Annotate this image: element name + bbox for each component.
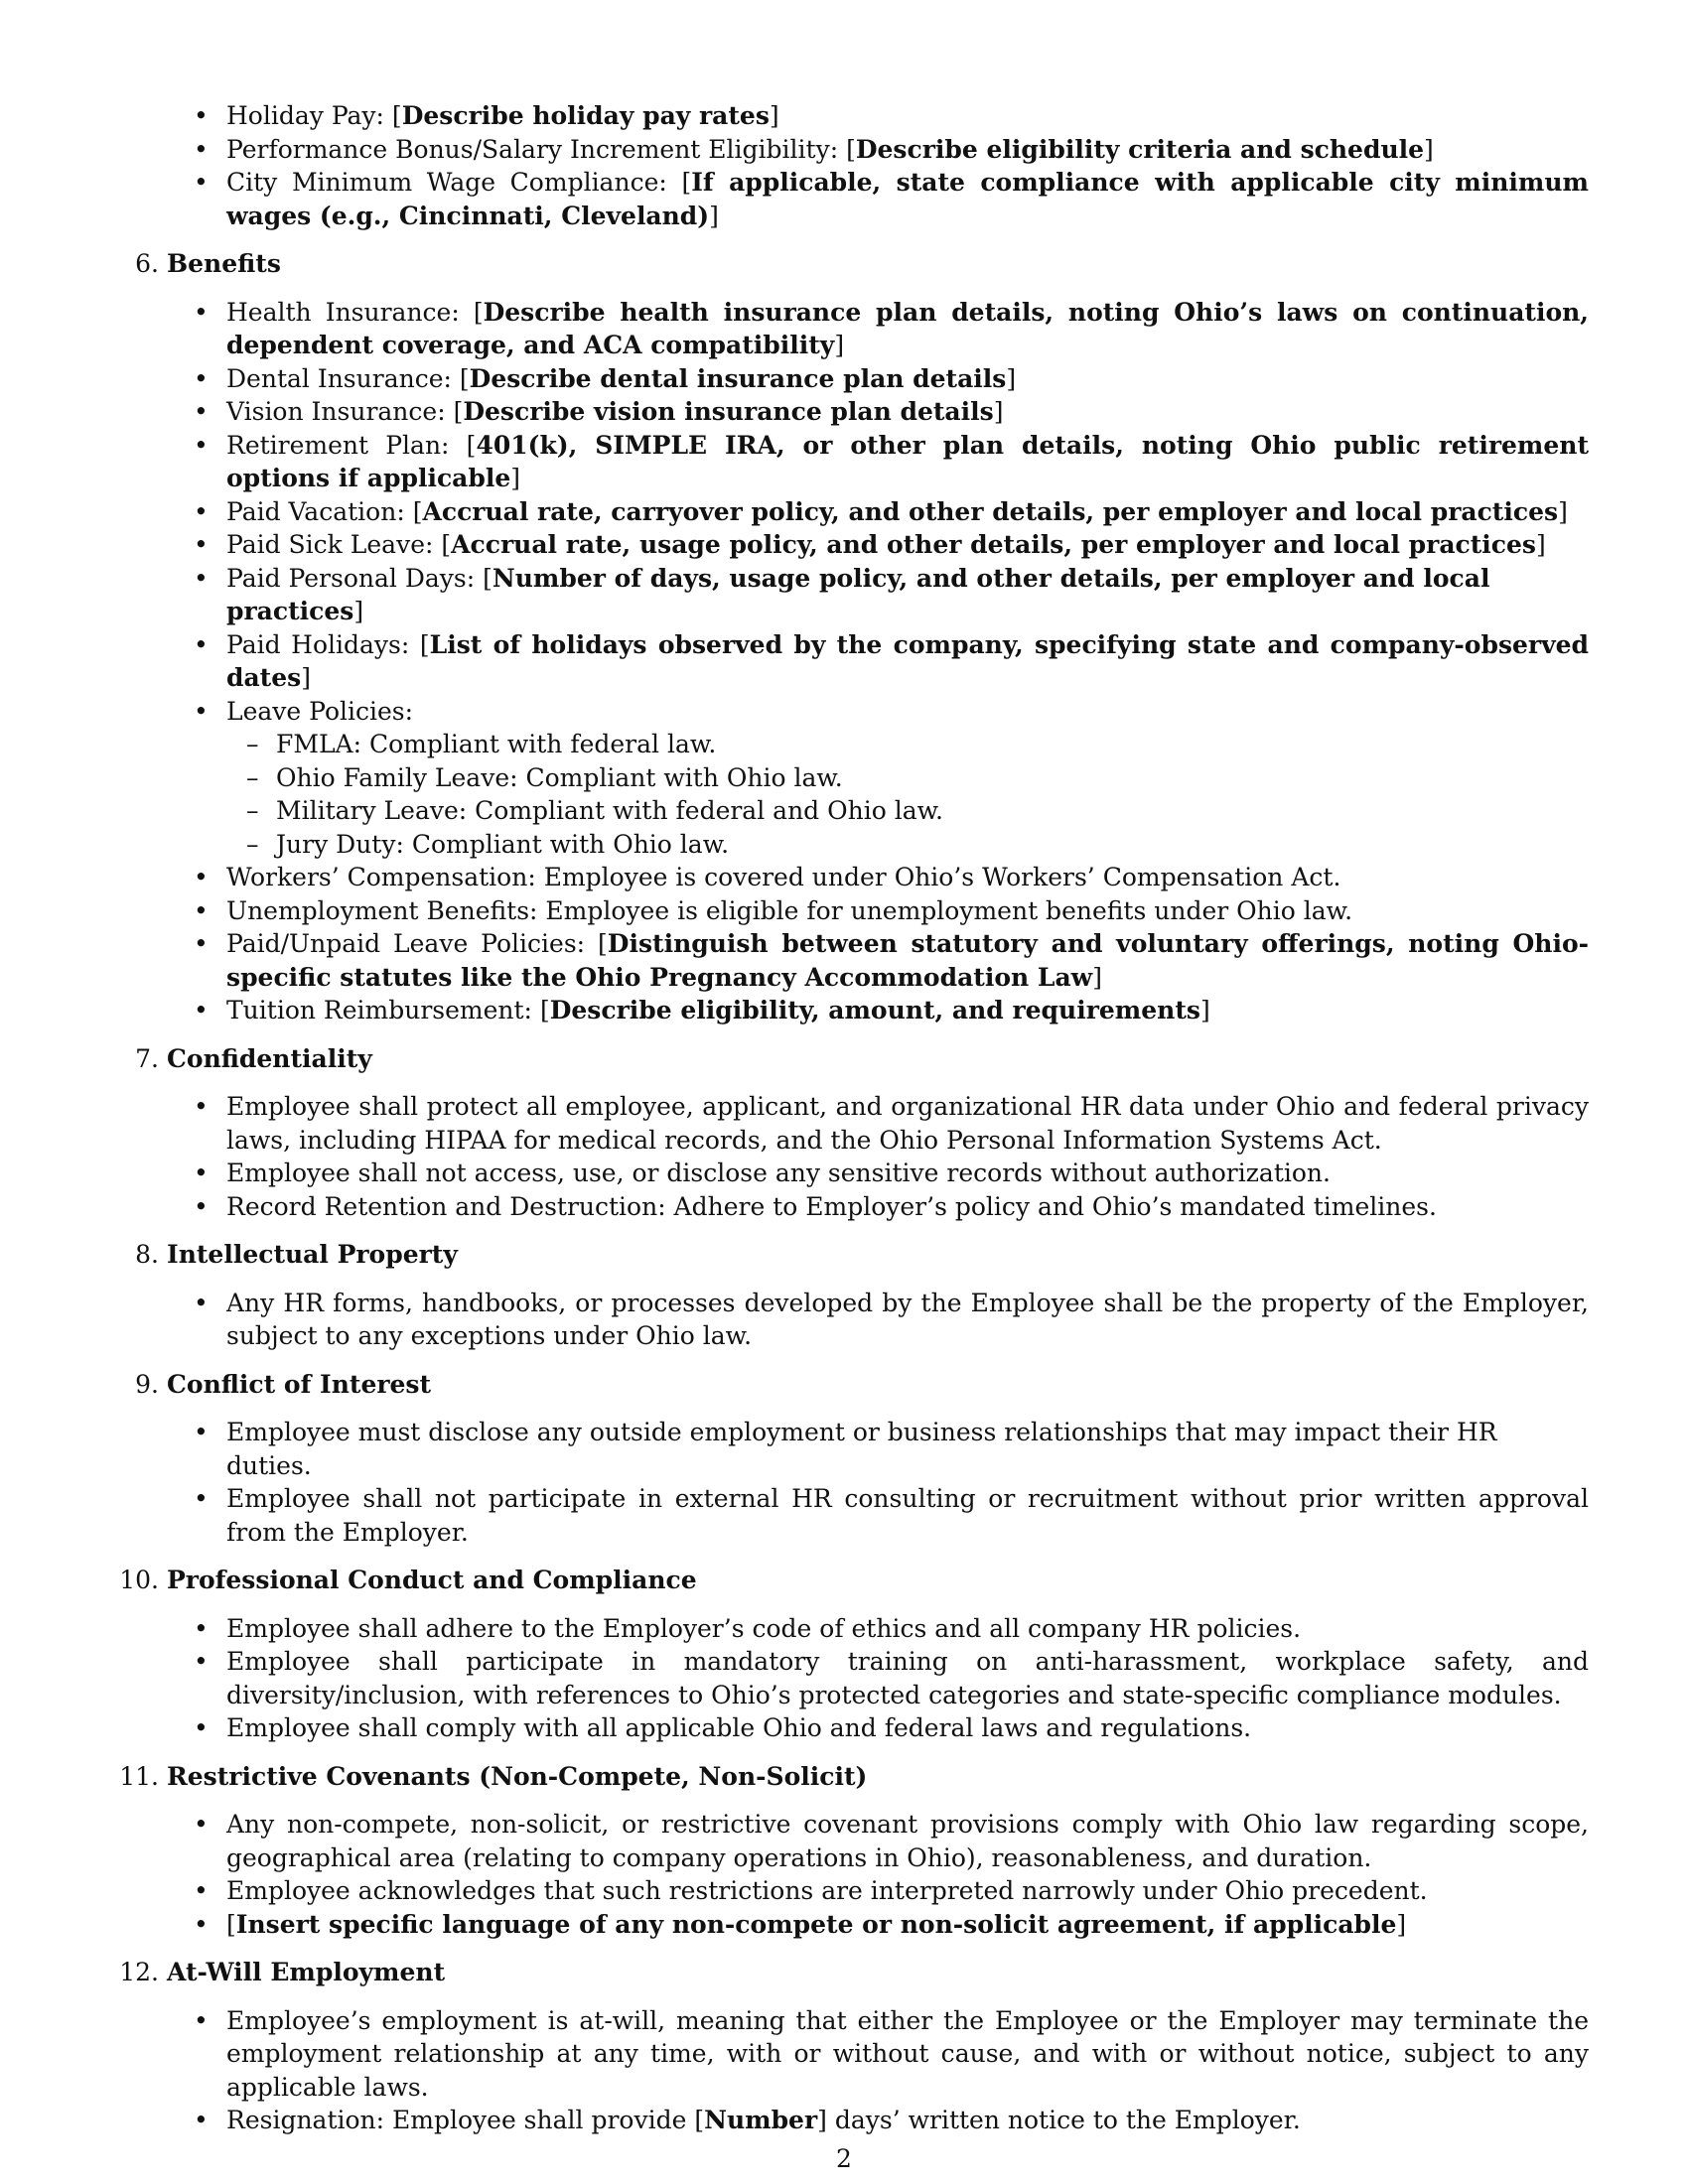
list-item: • Employee shall not participate in external HR consulting or recruitment without prior written approval from the Employer. xyxy=(226,1482,1589,1549)
list-item: • [Insert specific language of any non-compete or non-solicit agreement, if applicable] xyxy=(226,1908,1589,1942)
list-item: – Military Leave: Compliant with federal and Ohio law. xyxy=(276,794,1589,828)
list-item: • Paid Sick Leave: [Accrual rate, usage policy, and other details, per employer and local practices] xyxy=(226,528,1589,562)
list-item: • City Minimum Wage Compliance: [If applicable, state compliance with applicable city minimum wages (e.g., Cincinnati, Cleveland)] xyxy=(226,166,1589,232)
list-item: • Employee shall not access, use, or disclose any sensitive records without authorization. xyxy=(226,1157,1589,1190)
section-confidentiality xyxy=(135,1042,1589,1224)
list-item: • Employee shall comply with all applicable Ohio and federal laws and regulations. xyxy=(226,1711,1589,1745)
list-item: • Employee’s employment is at-will, meaning that either the Employee or the Employer may terminate the employment relationship at any time, with or without cause, and with or without notice, subject to any applicable laws. xyxy=(226,2004,1589,2105)
section-heading: 6. Benefits xyxy=(135,249,281,278)
list-item: • Retirement Plan: [401(k), SIMPLE IRA, or other plan details, noting Ohio public retirement options if applicable] xyxy=(226,429,1589,495)
section-heading: 7. Confidentiality xyxy=(135,1043,372,1073)
section-heading: 11. Restrictive Covenants (Non-Compete, Non-Solicit) xyxy=(119,1761,868,1791)
list-item: • Paid Holidays: [List of holidays observed by the company, specifying state and company-observed dates] xyxy=(226,628,1589,695)
section-professional-conduct xyxy=(119,1564,1589,1745)
list-item: – Jury Duty: Compliant with Ohio law. xyxy=(276,828,1589,862)
section-conflict-of-interest xyxy=(135,1368,1589,1550)
list-item: • Paid Vacation: [Accrual rate, carryover policy, and other details, per employer and local practices] xyxy=(226,495,1589,529)
list-item: – FMLA: Compliant with federal law. xyxy=(276,728,1589,761)
benefits-list xyxy=(167,296,1589,1027)
list-item: • Holiday Pay: [Describe holiday pay rates] xyxy=(226,99,1589,133)
list-item: • Employee shall adhere to the Employer’s code of ethics and all company HR policies. xyxy=(226,1612,1589,1646)
professional-conduct-list xyxy=(167,1612,1589,1745)
intellectual-property-list xyxy=(167,1287,1589,1353)
pay-list xyxy=(167,99,1589,232)
document-body xyxy=(119,99,1590,2137)
list-item: • Employee shall participate in mandatory training on anti-harassment, workplace safety, and diversity/inclusion, with references to Ohio’s protected categories and state-specific compliance modules. xyxy=(226,1645,1589,1711)
list-item: • Unemployment Benefits: Employee is eligible for unemployment benefits under Ohio law. xyxy=(226,894,1589,928)
section-intellectual-property xyxy=(135,1238,1589,1353)
list-item: • Tuition Reimbursement: [Describe eligibility, amount, and requirements] xyxy=(226,994,1589,1027)
confidentiality-list xyxy=(167,1090,1589,1223)
list-item: • Health Insurance: [Describe health insurance plan details, noting Ohio’s laws on continuation, dependent coverage, and ACA compatibility] xyxy=(226,296,1589,362)
at-will-list xyxy=(167,2004,1589,2137)
list-item: • Any HR forms, handbooks, or processes developed by the Employee shall be the property of the Employer, subject to any exceptions under Ohio law. xyxy=(226,1287,1589,1353)
list-item: • Any non-compete, non-solicit, or restrictive covenant provisions comply with Ohio law regarding scope, geographical area (relating to company operations in Ohio), reasonableness, and duration. xyxy=(226,1808,1589,1874)
list-item: • Vision Insurance: [Describe vision insurance plan details] xyxy=(226,395,1589,429)
list-item: • Performance Bonus/Salary Increment Eligibility: [Describe eligibility criteria and schedule] xyxy=(226,133,1589,167)
list-item: • Leave Policies: – FMLA: Compliant with federal law. – Ohio Family Leave: Compliant with Ohio law. – Military Leave: Compliant with federal and Ohio law. – Jury Duty: Compliant with Ohio law. xyxy=(226,695,1589,862)
list-item: • Employee acknowledges that such restrictions are interpreted narrowly under Ohio precedent. xyxy=(226,1874,1589,1908)
list-item: • Paid/Unpaid Leave Policies: [Distinguish between statutory and voluntary offerings, noting Ohio-specific statutes like the Ohio Pregnancy Accommodation Law] xyxy=(226,927,1589,994)
conflict-of-interest-list xyxy=(167,1416,1589,1549)
restrictive-covenants-list xyxy=(167,1808,1589,1941)
list-item: • Workers’ Compensation: Employee is covered under Ohio’s Workers’ Compensation Act. xyxy=(226,861,1589,894)
list-item: • Employee must disclose any outside employment or business relationships that may impact their HR duties. xyxy=(226,1416,1589,1482)
section-heading: 9. Conflict of Interest xyxy=(135,1369,432,1399)
section-at-will-employment xyxy=(119,1956,1589,2137)
section-benefits xyxy=(135,247,1590,1027)
list-item: • Resignation: Employee shall provide [Number] days’ written notice to the Employer. xyxy=(226,2104,1589,2137)
leave-policies-list xyxy=(226,728,1589,861)
section-heading: 12. At-Will Employment xyxy=(119,1958,446,1986)
list-item: • Record Retention and Destruction: Adhere to Employer’s policy and Ohio’s mandated timelines. xyxy=(226,1190,1589,1224)
section-heading: 8. Intellectual Property xyxy=(135,1240,458,1269)
list-item: • Employee shall protect all employee, applicant, and organizational HR data under Ohio and federal privacy laws, including HIPAA for medical records, and the Ohio Personal Information Systems Act. xyxy=(226,1090,1589,1157)
page-number: 2 xyxy=(836,2144,852,2173)
list-item: – Ohio Family Leave: Compliant with Ohio law. xyxy=(276,761,1589,795)
section-restrictive-covenants xyxy=(119,1760,1589,1942)
section-heading: 10. Professional Conduct and Compliance xyxy=(119,1566,697,1594)
list-item: • Paid Personal Days: [Number of days, usage policy, and other details, per employer and local practices] xyxy=(226,562,1589,628)
list-item: • Dental Insurance: [Describe dental insurance plan details] xyxy=(226,362,1589,396)
